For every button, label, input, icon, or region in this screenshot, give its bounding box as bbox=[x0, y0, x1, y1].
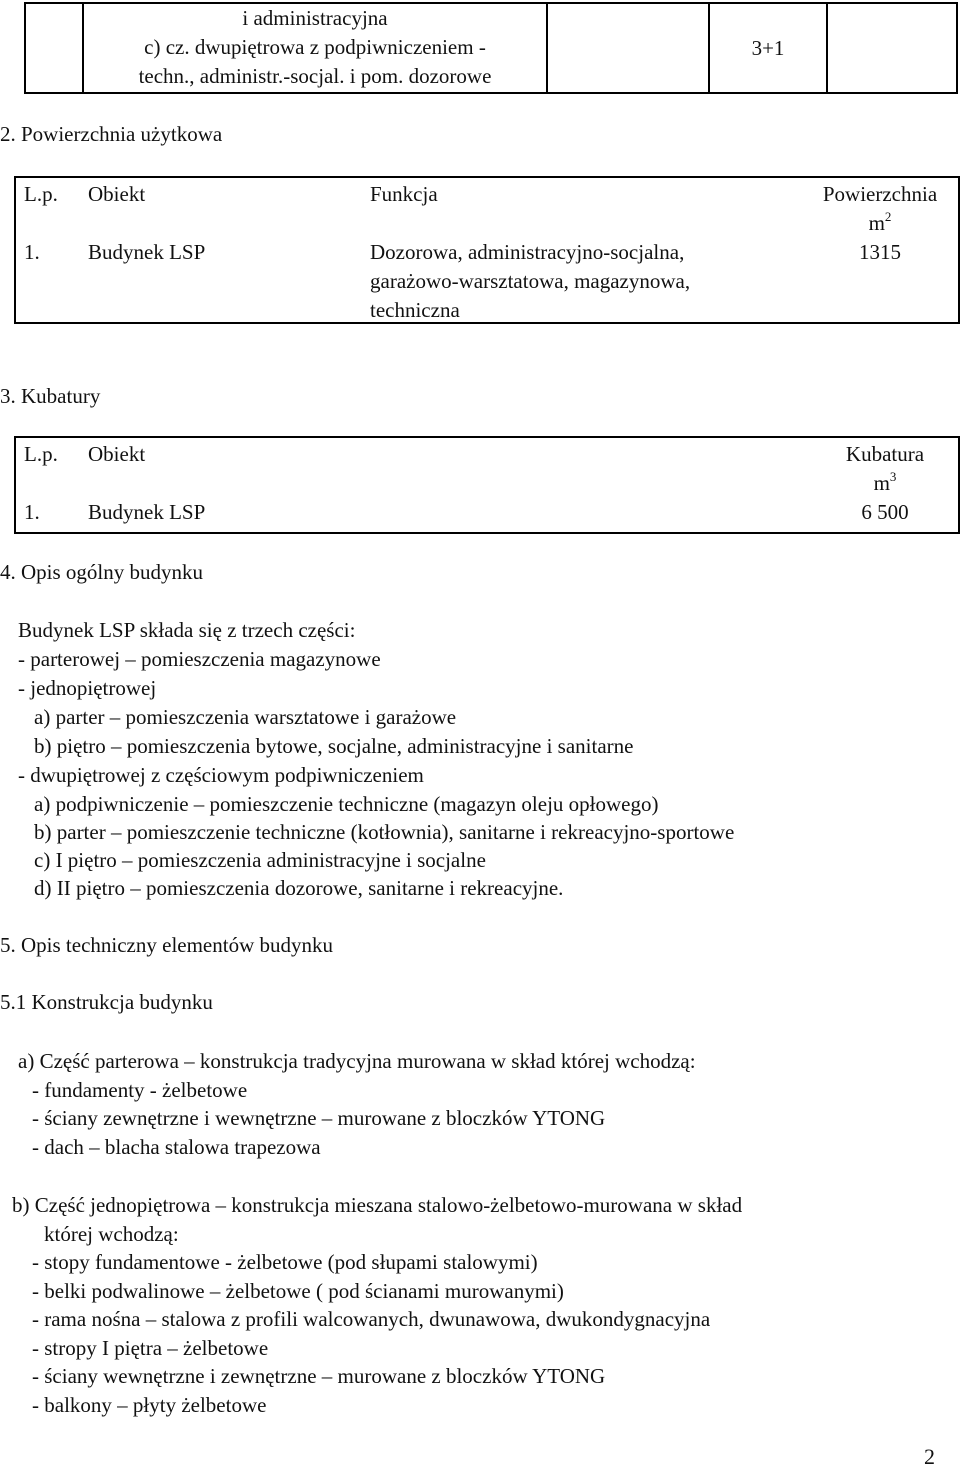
section2-heading: 2. Powierzchnia użytkowa bbox=[0, 122, 223, 146]
part-b-title-line-1: b) Część jednopiętrowa – konstrukcja mieszana stalowo-żelbetowo-murowana w skład bbox=[12, 1193, 743, 1217]
volume-row-value: 6 500 bbox=[861, 500, 909, 524]
section4-line: c) I piętro – pomieszczenia administracyjne i socjalne bbox=[34, 848, 486, 872]
part-a-item: - fundamenty - żelbetowe bbox=[32, 1078, 248, 1102]
area-row-object: Budynek LSP bbox=[88, 240, 206, 264]
area-header-object: Obiekt bbox=[88, 182, 146, 206]
part-a-title: a) Część parterowa – konstrukcja tradycyjna murowana w skład której wchodzą: bbox=[18, 1049, 696, 1073]
top-table-line-2: c) cz. dwupiętrowa z podpiwniczeniem - bbox=[144, 35, 486, 59]
section4-line: b) parter – pomieszczenie techniczne (kotłownia), sanitarne i rekreacyjno-sportowe bbox=[34, 820, 735, 844]
part-a-item: - ściany zewnętrzne i wewnętrzne – murowane z bloczków YTONG bbox=[32, 1106, 606, 1130]
part-b-item: - rama nośna – stalowa z profili walcowanych, dwunawowa, dwukondygnacyjna bbox=[32, 1307, 711, 1331]
part-b-item: - belki podwalinowe – żelbetowe ( pod ścianami murowanymi) bbox=[32, 1279, 564, 1303]
section5-heading: 5. Opis techniczny elementów budynku bbox=[0, 933, 334, 957]
volume-row-lp: 1. bbox=[24, 500, 40, 524]
volume-header-unit: $m^3$ bbox=[873, 469, 897, 495]
section4-line: b) piętro – pomieszczenia bytowe, socjalne, administracyjne i sanitarne bbox=[34, 734, 634, 758]
part-b-item: - ściany wewnętrzne i zewnętrzne – murowane z bloczków YTONG bbox=[32, 1364, 606, 1388]
section4-line: - parterowej – pomieszczenia magazynowe bbox=[18, 647, 381, 671]
section4-heading: 4. Opis ogólny budynku bbox=[0, 560, 204, 584]
volume-header-lp: L.p. bbox=[24, 442, 58, 466]
part-b-item: - stopy fundamentowe - żelbetowe (pod słupami stalowymi) bbox=[32, 1250, 538, 1274]
top-table-line-3: techn., administr.-socjal. i pom. dozorowe bbox=[138, 64, 492, 88]
part-b-title-line-2: której wchodzą: bbox=[44, 1222, 179, 1246]
part-a-item: - dach – blacha stalowa trapezowa bbox=[32, 1135, 321, 1159]
section4-line: d) II piętro – pomieszczenia dozorowe, sanitarne i rekreacyjne. bbox=[34, 876, 564, 900]
area-row-function-3: techniczna bbox=[370, 298, 460, 322]
section4-line: - dwupiętrowej z częściowym podpiwniczeniem bbox=[18, 763, 424, 787]
top-table-line-1: i administracyjna bbox=[242, 6, 388, 30]
section4-line: a) podpiwniczenie – pomieszczenie techniczne (magazyn oleju opłowego) bbox=[34, 792, 659, 816]
area-row-lp: 1. bbox=[24, 240, 40, 264]
section5-subheading: 5.1 Konstrukcja budynku bbox=[0, 990, 213, 1014]
part-b-item: - stropy I piętra – żelbetowe bbox=[32, 1336, 269, 1360]
area-header-lp: L.p. bbox=[24, 182, 58, 206]
area-row-function-1: Dozorowa, administracyjno-socjalna, bbox=[370, 240, 685, 264]
section3-heading: 3. Kubatury bbox=[0, 384, 101, 408]
area-header-area: Powierzchnia bbox=[822, 182, 938, 206]
area-row-function-2: garażowo-warsztatowa, magazynowa, bbox=[370, 269, 691, 293]
volume-header-volume: Kubatura bbox=[845, 442, 925, 466]
section4-line: Budynek LSP składa się z trzech części: bbox=[18, 618, 356, 642]
area-header-function: Funkcja bbox=[370, 182, 438, 206]
part-b-item: - balkony – płyty żelbetowe bbox=[32, 1393, 267, 1417]
area-row-value: 1315 bbox=[859, 240, 901, 264]
section4-line: a) parter – pomieszczenia warsztatowe i garażowe bbox=[34, 705, 457, 729]
area-header-unit: $m^2$ bbox=[868, 209, 892, 235]
top-table-value: 3+1 bbox=[751, 36, 785, 60]
volume-row-object: Budynek LSP bbox=[88, 500, 206, 524]
page-number: 2 bbox=[924, 1444, 935, 1469]
section4-line: - jednopiętrowej bbox=[18, 676, 157, 700]
volume-header-object: Obiekt bbox=[88, 442, 146, 466]
